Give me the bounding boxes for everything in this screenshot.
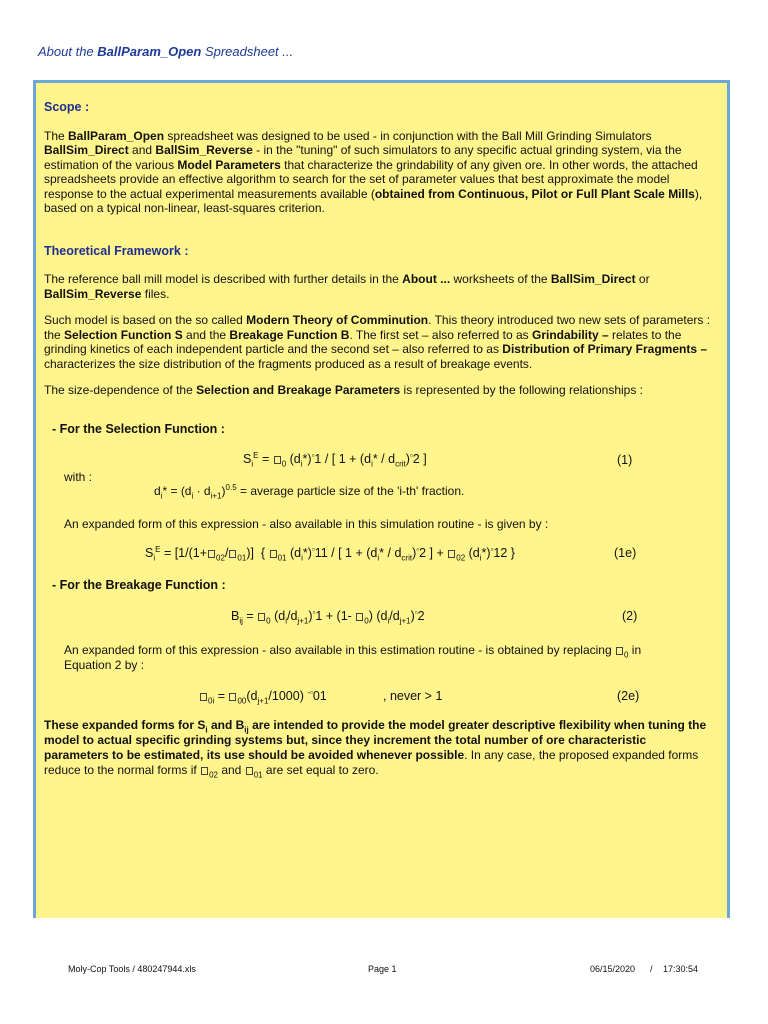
framework-paragraph-2: Such model is based on the so called Modern Theory of Comminution. This theory introduced two new sets of parameters : the Selection Function S and the Breakage Function B. The first set – also referred to as Grindability – relates to the grinding kinetics of each independent particle and the second set – also referred to as Distribution of Primary Fragments – characterizes the size distribution of the fragments produced as a result of breakage events. (44, 313, 711, 371)
equation-average-size: $d_i* = (d_i \cdot d_{i+1})^{0.5}$ = average particle size of the 'i-th' fraction. (154, 483, 465, 501)
framework-paragraph-1: The reference ball mill model is described with further details in the About ... worksheets of the BallSim_Direct or BallSim_Reverse files. (44, 272, 650, 301)
equation-1e: $S_i^E = [1/(1+ _{02}/$ $_{01}$)] { $_{01}$ $(d_i*)^▫11$ / [ $1 + (d_i* / d_{crit})^▫2$ ] + $_{02}$ $(d_i*)^▫12$ } (145, 544, 515, 563)
footer-separator: / (650, 964, 653, 974)
scope-heading: Scope : (44, 100, 90, 114)
expanded-breakage-text: An expanded form of this expression - also available in this estimation routine - is obtained by replacing $_0$ in Equation 2 by : (64, 643, 642, 672)
equation-1e-number: (1e) (614, 546, 637, 560)
footer-file: Moly-Cop Tools / 480247944.xls (68, 964, 196, 974)
spreadsheet-name: BallParam_Open (97, 44, 202, 59)
equation-2e-number: (2e) (617, 689, 640, 703)
footer-time: 17:30:54 (663, 964, 699, 974)
scope-paragraph: The BallParam_Open spreadsheet was designed to be used - in conjunction with the Ball Mill Grinding Simulators BallSim_Direct and BallSim_Reverse - in the "tuning" of such simulators to any specific actual grinding system, via the estimation of the various Model Parameters that characterize the grindability of any given ore. In other words, the attached spreadsheets provide an effective algorithm to search for the set of parameter values that best approximate the model response to the actual experimental measurements available (obtained from Continuous, Pilot or Full Plant Scale Mills), based on a typical non-linear, least-squares criterion. (44, 128, 703, 215)
selection-function-heading: - For the Selection Function : (52, 422, 225, 436)
final-paragraph: These expanded forms for $S_i$ and $B_{ij}$ are intended to provide the model greater descriptive flexibility when tuning the model to actual specific grinding systems but, since they increment the total number of ore characteristic parameters to be estimated, its use should be avoided whenever possible. In any case, the proposed expanded forms reduce to the normal forms if $_{02}$ and $_{01}$ are set equal to zero. (44, 718, 707, 780)
equation-2-number: (2) (622, 609, 638, 623)
with-label: with : (64, 470, 93, 484)
breakage-function-heading: - For the Breakage Function : (52, 578, 226, 592)
framework-paragraph-3: The size-dependence of the Selection and Breakage Parameters is represented by the following relationships : (44, 383, 644, 397)
equation-2: $B_{ij} = _0$ $(d_i/d_{j+1})^▫1 + (1-$ $_0$) $(d_i/d_{j+1})^▫2$ (231, 607, 425, 626)
content-body (44, 100, 716, 398)
never-label: , never > 1 (383, 689, 443, 703)
expanded-selection-text: An expanded form of this expression - also available in this simulation routine - is given by : (64, 517, 549, 531)
framework-heading: Theoretical Framework : (44, 243, 189, 258)
footer-page: Page 1 (368, 964, 397, 974)
equation-1-number: (1) (617, 453, 633, 467)
equation-1: $S_i^E = _0$ $(d_i*)^▫1$ / [ $1 + (d_i* / d_{crit})^▫2$ ] (243, 450, 427, 469)
footer-date: 06/15/2020 (590, 964, 636, 974)
document-header: About the BallParam_Open Spreadsheet ... (38, 44, 294, 59)
equation-2e: $_{0i} = _{00}(d_{j+1}/1000)$ -▫01 (199, 689, 327, 703)
